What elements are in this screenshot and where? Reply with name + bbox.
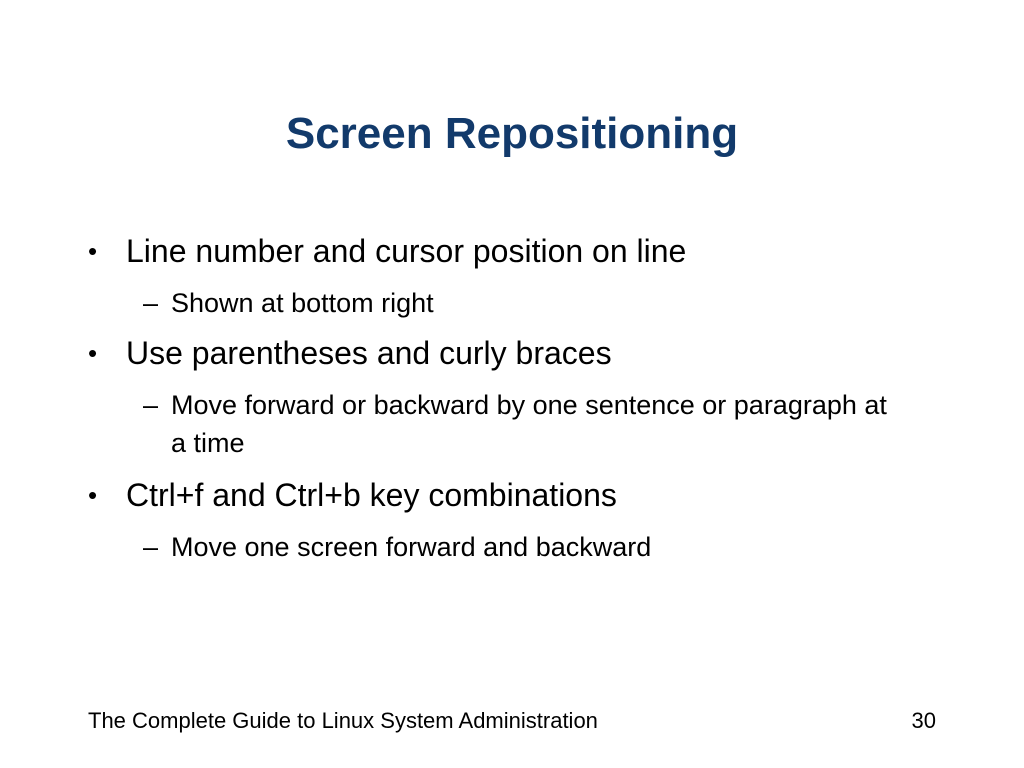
bullet-icon: • [88, 338, 98, 368]
page-number: 30 [911, 708, 936, 733]
bullet-text: Line number and cursor position on line [126, 233, 687, 269]
dash-icon: – [143, 390, 159, 420]
dash-icon: – [143, 532, 159, 562]
bullet-icon: • [88, 480, 98, 510]
bullet-icon: • [88, 236, 98, 266]
dash-icon: – [143, 288, 159, 318]
sub-bullet-text: Move forward or backward by one sentence or paragraph at a time [171, 390, 887, 458]
footer-title: The Complete Guide to Linux System Administration [88, 708, 598, 733]
sub-bullet-text: Shown at bottom right [171, 288, 434, 318]
slide-title: Screen Repositioning [285, 109, 739, 158]
sub-bullet-text: Move one screen forward and backward [171, 532, 652, 562]
bullet-text: Ctrl+f and Ctrl+b key combinations [126, 477, 617, 513]
bullet-text: Use parentheses and curly braces [126, 335, 612, 371]
